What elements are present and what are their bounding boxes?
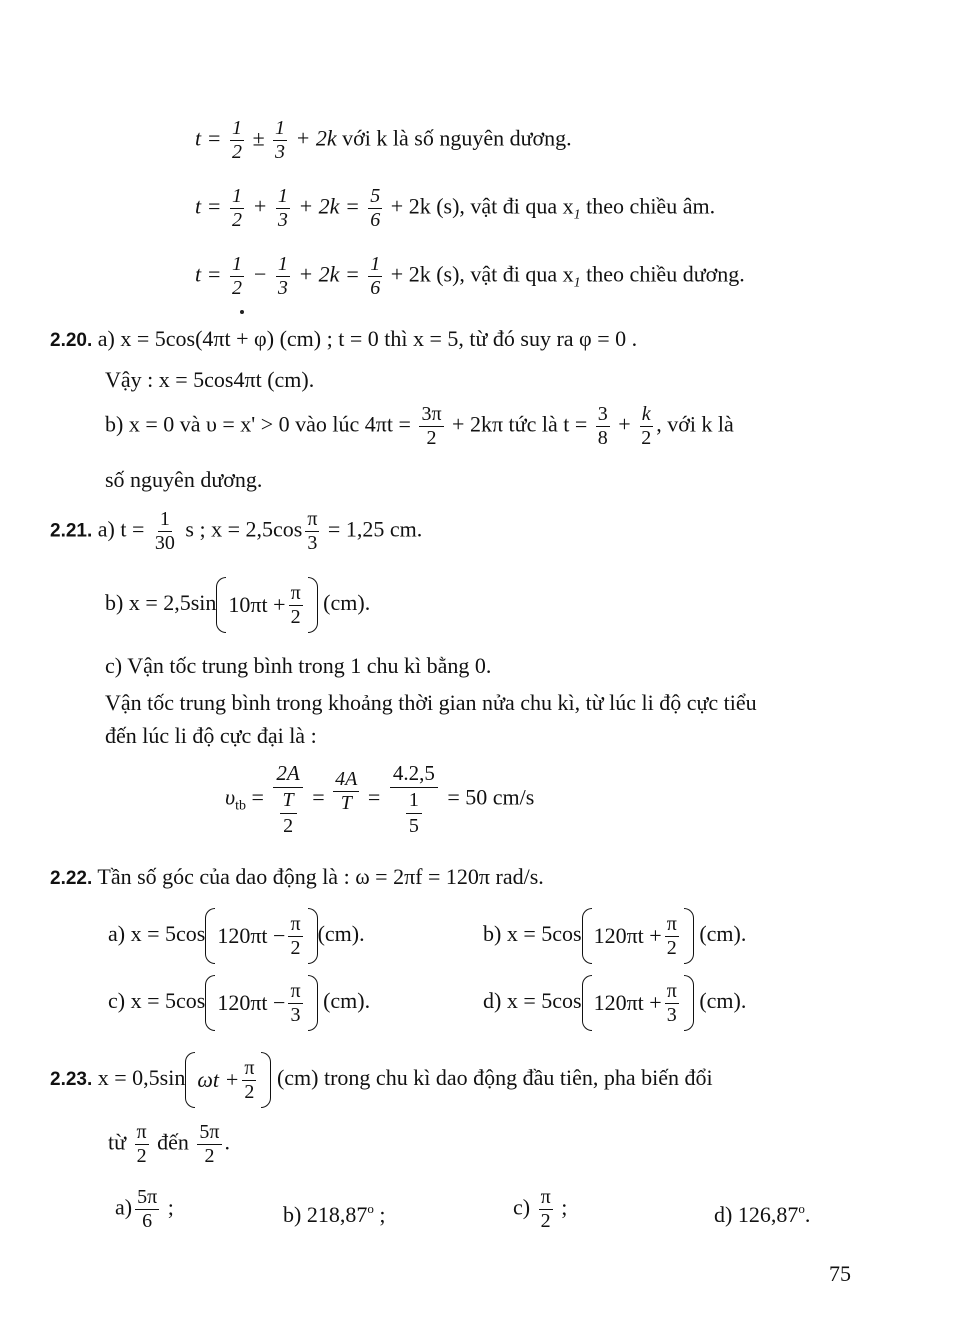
- solution-text: a) x = 5cos(4πt + φ) (cm) ; t = 0 thì x = 5, từ đó suy ra φ = 0 .: [97, 326, 638, 351]
- solution-text: (cm).: [323, 590, 371, 616]
- problem-2-21-d2: [105, 725, 317, 747]
- option-d: [483, 975, 746, 1031]
- formula-text: + 2k (s), vật đi qua x: [390, 261, 574, 287]
- degree-sign: o: [367, 1201, 374, 1216]
- fraction: $\frac{1}{6}$: [370, 253, 381, 299]
- formula-text: + 2k (s), vật đi qua x: [390, 193, 574, 219]
- option-value: d) 126,87: [714, 1202, 799, 1227]
- fraction: $\frac{1}{3}$: [277, 253, 288, 299]
- argument: 120πt −: [217, 923, 286, 948]
- solution-text: b) x = 0 và υ = x' > 0 vào lúc 4πt =: [105, 411, 411, 437]
- fraction: $\frac{\pi}{2}$: [136, 1121, 147, 1167]
- formula-term: + 2k =: [298, 193, 360, 219]
- solution-text: + 2kπ tức là t =: [452, 411, 588, 437]
- punctuation: ;: [167, 1194, 174, 1220]
- solution-text: c) x = 5cos: [108, 988, 206, 1014]
- formula-term: + 2k: [295, 125, 337, 151]
- subscript: tb: [235, 798, 246, 814]
- answer-c: [513, 1187, 567, 1232]
- problem-2-20-b: [105, 404, 734, 449]
- problem-number: 2.20.: [50, 330, 93, 351]
- fraction: $\frac{3}{8}$: [597, 403, 608, 449]
- solution-text: đến: [157, 1129, 189, 1155]
- parenthesis-group: [582, 975, 694, 1031]
- fraction: $\frac{5\pi}{6}$: [137, 1186, 158, 1232]
- problem-2-22-intro: [50, 866, 544, 888]
- fraction: $\frac{\pi}{3}$: [307, 508, 318, 554]
- fraction: $\frac{\pi}{2}$: [290, 912, 301, 959]
- compound-fraction: $\frac{2A}{\frac{T}{2}}$: [273, 762, 302, 837]
- formula-term: + 2k =: [298, 261, 360, 287]
- answer-a: [115, 1187, 174, 1232]
- solution-text: đến lúc li độ cực đại là :: [105, 723, 317, 748]
- formula-lhs: t =: [195, 193, 222, 219]
- fraction: $\frac{\pi}{3}$: [290, 979, 301, 1026]
- parenthesis-group: [582, 908, 694, 964]
- problem-2-20-b-line2: [105, 469, 262, 491]
- solution-text: (cm) trong chu kì dao động đầu tiên, pha biến đổi: [276, 1065, 713, 1091]
- option-a: [108, 908, 365, 964]
- problem-2-20-vay: [105, 369, 314, 391]
- solution-text: Vậy : x = 5cos4πt (cm).: [105, 367, 315, 392]
- fraction: $\frac{\pi}{3}$: [666, 979, 677, 1026]
- argument: 120πt +: [593, 990, 662, 1015]
- parenthesis-group: [205, 908, 317, 964]
- fraction: $\frac{1}{2}$: [231, 117, 242, 163]
- parenthesis-group: [205, 975, 317, 1031]
- formula-lhs: t =: [195, 125, 222, 151]
- formula-lhs: t =: [195, 261, 222, 287]
- solution-text: Tần số góc của dao động là : ω = 2πf = 120π rad/s.: [97, 864, 544, 889]
- problem-2-20-a: [50, 328, 637, 350]
- problem-number: 2.22.: [50, 868, 93, 889]
- argument: ωt +: [197, 1067, 240, 1092]
- solution-text: a) x = 5cos: [108, 921, 206, 947]
- operator: =: [251, 784, 264, 810]
- fraction: $\frac{1}{30}$: [154, 508, 175, 554]
- operator: +: [618, 411, 631, 437]
- parenthesis-group: [216, 577, 317, 633]
- solution-text: x = 0,5sin: [97, 1065, 186, 1091]
- problem-2-21-d1: [105, 692, 757, 714]
- fraction: $\frac{5}{6}$: [370, 185, 381, 231]
- solution-text: (cm).: [323, 988, 371, 1014]
- punctuation: ;: [561, 1194, 568, 1220]
- parenthesis-group: [185, 1052, 271, 1108]
- fraction: $\frac{1}{3}$: [277, 185, 288, 231]
- velocity-symbol: υ: [225, 784, 236, 810]
- argument: 120πt +: [593, 923, 662, 948]
- formula-line-1: [195, 118, 572, 163]
- problem-2-21-a: [50, 509, 422, 554]
- result: = 50 cm/s: [447, 784, 535, 810]
- subscript: 1: [573, 275, 581, 291]
- option-label: a): [115, 1194, 133, 1220]
- fraction: $\frac{4A}{T}$: [335, 767, 358, 814]
- solution-text: (cm).: [699, 988, 747, 1014]
- subscript: 1: [573, 207, 581, 223]
- compound-fraction: $\frac{4.2,5}{\frac{1}{5}}$: [390, 762, 438, 837]
- answer-d: [714, 1202, 810, 1226]
- operator: +: [252, 193, 268, 219]
- solution-text: s ; x = 2,5cos: [185, 516, 303, 542]
- velocity-formula: [225, 762, 534, 837]
- option-value: b) 218,87: [283, 1202, 368, 1227]
- fraction: $\frac{k}{2}$: [641, 403, 652, 449]
- solution-text: , với k là: [656, 411, 734, 437]
- problem-number: 2.21.: [50, 520, 93, 542]
- fraction: $\frac{\pi}{2}$: [666, 912, 677, 959]
- fraction: $\frac{1}{2}$: [231, 253, 242, 299]
- option-b: [483, 908, 746, 964]
- option-c: [108, 975, 370, 1031]
- solution-text: c) Vận tốc trung bình trong 1 chu kì bằng 0.: [105, 653, 492, 678]
- fraction: $\frac{\pi}{2}$: [290, 581, 301, 628]
- fraction: $\frac{1}{3}$: [275, 117, 286, 163]
- operator: −: [252, 261, 268, 287]
- argument: 10πt +: [228, 592, 286, 617]
- solution-text: (cm).: [317, 921, 365, 947]
- operator: =: [367, 784, 381, 810]
- formula-text: theo chiều dương.: [586, 261, 745, 287]
- formula-text: với k là số nguyên dương.: [342, 125, 572, 151]
- problem-number: 2.23.: [50, 1069, 93, 1091]
- problem-2-21-c: [105, 655, 491, 677]
- fraction: $\frac{3\pi}{2}$: [421, 403, 442, 449]
- solution-text: b) x = 5cos: [483, 921, 582, 947]
- fraction: $\frac{\pi}{2}$: [244, 1056, 255, 1103]
- degree-sign: o: [798, 1201, 805, 1216]
- formula-line-3: [195, 254, 745, 299]
- formula-line-2: [195, 186, 715, 231]
- solution-text: (cm).: [699, 921, 747, 947]
- solution-text: b) x = 2,5sin: [105, 590, 217, 616]
- argument: 120πt −: [217, 990, 286, 1015]
- problem-2-21-b: [105, 577, 370, 633]
- fraction: $\frac{5\pi}{2}$: [199, 1121, 220, 1167]
- solution-text: Vận tốc trung bình trong khoảng thời gian nửa chu kì, từ lúc li độ cực tiểu: [105, 690, 757, 715]
- page-number: 75: [829, 1261, 851, 1286]
- punctuation: .: [804, 1202, 811, 1227]
- problem-2-23: [50, 1052, 713, 1108]
- answer-b: [283, 1202, 385, 1226]
- fraction: $\frac{\pi}{2}$: [540, 1186, 551, 1232]
- option-label: c): [513, 1194, 531, 1220]
- solution-text: d) x = 5cos: [483, 988, 582, 1014]
- punctuation: ;: [373, 1202, 386, 1227]
- solution-text: a) t =: [97, 516, 145, 542]
- speck: [240, 310, 244, 314]
- plus-minus: ±: [252, 125, 265, 151]
- formula-text: theo chiều âm.: [586, 193, 716, 219]
- solution-text: số nguyên dương.: [105, 467, 263, 492]
- solution-text: từ: [108, 1129, 127, 1155]
- punctuation: .: [224, 1129, 231, 1155]
- operator: =: [312, 784, 325, 810]
- problem-2-23-range: [108, 1122, 230, 1167]
- solution-text: = 1,25 cm.: [327, 516, 423, 542]
- fraction: $\frac{1}{2}$: [231, 185, 242, 231]
